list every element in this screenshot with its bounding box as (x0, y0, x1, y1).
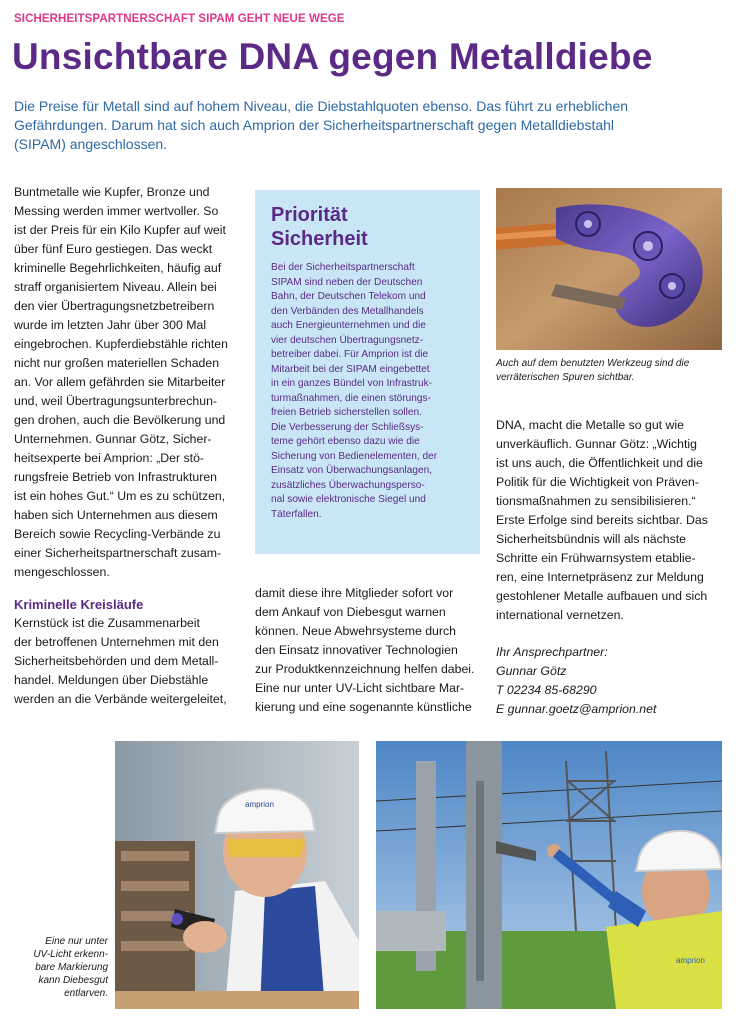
body-line: kriminelle Begehrlichkeiten, häufig auf (14, 261, 222, 275)
body-column-2 (255, 584, 480, 717)
body-line: ist der Preis für ein Kilo Kupfer auf weit (14, 223, 226, 237)
info-line: Einsatz von Überwachungsanlagen, (271, 465, 433, 476)
helmet-logo: amprion (245, 800, 274, 809)
substation-photo (376, 741, 722, 1009)
info-line: Die Verbesserung der Schließsys- (271, 421, 424, 433)
body-line: Erste Erfolge sind bereits sichtbar. Das (496, 513, 708, 527)
info-line: teme gehört ebenso dazu wie die (271, 436, 420, 447)
info-box-text (271, 261, 466, 522)
body-line: über fünf Euro gestiegen. Das weckt (14, 242, 213, 256)
body-line: einer Sicherheitspartnerschaft zusam- (14, 546, 222, 560)
body-line: Buntmetalle wie Kupfer, Bronze und (14, 185, 210, 199)
info-line: SIPAM sind neben der Deutschen (271, 276, 423, 288)
body-column-1 (14, 183, 239, 709)
info-line: betreiber dabei. Für Amprion ist die (271, 349, 429, 360)
contact-label: Ihr Ansprechpartner: (496, 645, 608, 659)
info-line: Bei der Sicherheitspartnerschaft (271, 262, 415, 273)
body-line: unverkäuflich. Gunnar Götz: „Wichtig (496, 437, 697, 451)
body-line: Eine nur unter UV-Licht sichtbare Mar- (255, 681, 465, 695)
body-line: mengeschlossen. (14, 565, 110, 579)
info-line: zusätzliches Überwachungsperso- (271, 479, 425, 491)
body-line: Schritte ein Frühwarnsystem etablie- (496, 551, 696, 565)
body-line: ist uns auch, die Öffentlichkeit und die (496, 456, 703, 470)
body-line: den Einsatz innovativer Technologien (255, 643, 458, 657)
info-line: auch Energieunternehmen und die (271, 320, 426, 331)
lead-line: (SIPAM) angeschlossen. (14, 136, 168, 152)
body-line: gen drohen, auch die Bevölkerung und (14, 413, 226, 427)
body-line: heitsexperte bei Amprion: „Der stö- (14, 451, 205, 465)
body-line: international vernetzen. (496, 608, 624, 622)
body-line: der betroffenen Unternehmen mit den (14, 635, 219, 649)
contact-phone: T 02234 85-68290 (496, 683, 597, 697)
article-title: Unsichtbare DNA gegen Metalldiebe (12, 36, 653, 77)
article-lead (14, 97, 714, 154)
body-line: Sicherheitsbehörden und dem Metall- (14, 654, 219, 668)
body-line: DNA, macht die Metalle so gut wie (496, 418, 684, 432)
body-line: und, weil Übertragungsunterbrechun- (14, 394, 218, 408)
info-line: vier deutschen Übertragungsnetz- (271, 334, 424, 346)
contact-email[interactable]: E gunnar.goetz@amprion.net (496, 702, 657, 716)
body-line: ist ein hohes Gut.“ Um es zu schützen, (14, 489, 226, 503)
body-line: tionsmaßnahmen zu sensibilisieren.“ (496, 494, 696, 508)
body-line: haben sich Unternehmen aus diesem (14, 508, 218, 522)
body-line: Unternehmen. Gunnar Götz, Sicher- (14, 432, 212, 446)
caption-line: Auch auf dem benutzten Werkzeug sind die (496, 358, 690, 369)
body-line: werden an die Verbände weitergeleitet, (14, 692, 227, 706)
info-box-title-line: Sicherheit (271, 228, 368, 250)
worker-uv-photo (115, 741, 359, 1009)
caption-line: kann Diebesgut (38, 975, 108, 986)
caption-line: Eine nur unter (45, 936, 108, 947)
body-line: Sicherheitsbündnis will als nächste (496, 532, 687, 546)
lead-line: Die Preise für Metall sind auf hohem Niveau, die Diebstahlquoten ebenso. Das führt zu erheblichen (14, 98, 629, 114)
caption-line: UV-Licht erkenn- (33, 949, 108, 960)
contact-name: Gunnar Götz (496, 664, 567, 678)
lead-line: Gefährdungen. Darum hat sich auch Amprion der Sicherheitspartnerschaft gegen Metalldiebstahl (14, 117, 615, 133)
body-line: nicht nur großen materiellen Schaden (14, 356, 220, 370)
info-box-title (271, 203, 466, 251)
caption-line: entlarven. (64, 988, 108, 999)
article-kicker: SICHERHEITSPARTNERSCHAFT SIPAM GEHT NEUE WEGE (14, 13, 345, 25)
body-column-3 (496, 416, 721, 625)
body-line: können. Neue Abwehrsysteme durch (255, 624, 456, 638)
worker-photo-caption (10, 935, 108, 1000)
info-line: Sicherung von Bedienelementen, der (271, 450, 438, 462)
body-line: Kernstück ist die Zusammenarbeit (14, 616, 200, 630)
body-line: Bereich sowie Recycling-Verbände zu (14, 527, 221, 541)
caption-line: verräterischen Spuren sichtbar. (496, 371, 635, 383)
body-line: ren, eine Internetpräsenz zur Meldung (496, 570, 704, 584)
body-line: an. Vor allem gefährden sie Mitarbeiter (14, 375, 226, 389)
info-box-title-line: Priorität (271, 204, 348, 226)
body-line: damit diese ihre Mitglieder sofort vor (255, 586, 454, 600)
body-line: den vier Übertragungsnetzbetreibern (14, 299, 215, 313)
info-box (255, 190, 480, 554)
caption-line: bare Markierung (35, 962, 108, 973)
body-line: handel. Meldungen über Diebstähle (14, 673, 209, 687)
body-line: rungsfreie Betrieb von Infrastrukturen (14, 470, 218, 484)
info-line: in ein ganzes Bündel von Infrastruk- (271, 378, 433, 389)
body-line: eingebrochen. Kupferdiebstähle richten (14, 337, 228, 351)
tool-photo-caption (496, 357, 722, 384)
body-line: gestohlener Metalle aufbauen und sich (496, 589, 708, 603)
tool-photo (496, 188, 722, 350)
info-line: den Verbänden des Metallhandels (271, 305, 424, 317)
info-line: turmaßnahmen, die einen störungs- (271, 392, 431, 404)
body-line: wurde im letzten Jahr über 300 Mal (14, 318, 207, 332)
body-line: Politik für die Wichtigkeit von Präven- (496, 475, 699, 489)
body-line: straff organisiertem Niveau. Allein bei (14, 280, 217, 294)
info-line: Mitarbeit bei der SIPAM eingebettet (271, 363, 430, 375)
info-line: Täterfallen. (271, 508, 322, 520)
info-line: nal sowie elektronische Siegel und (271, 494, 426, 505)
body-line: kierung und eine sogenannte künstliche (255, 700, 472, 714)
body-line: Messing werden immer wertvoller. So (14, 204, 219, 218)
info-line: freien Betrieb sicherstellen sollen. (271, 407, 422, 418)
info-line: Bahn, der Deutschen Telekom und (271, 291, 426, 302)
body-line: zur Produktkennzeichnung helfen dabei. (255, 662, 475, 676)
contact-block (496, 643, 721, 719)
body-line: dem Ankauf von Diebesgut warnen (255, 605, 446, 619)
vest-logo: amprion (676, 956, 705, 965)
subheading: Kriminelle Kreisläufe (14, 597, 144, 612)
